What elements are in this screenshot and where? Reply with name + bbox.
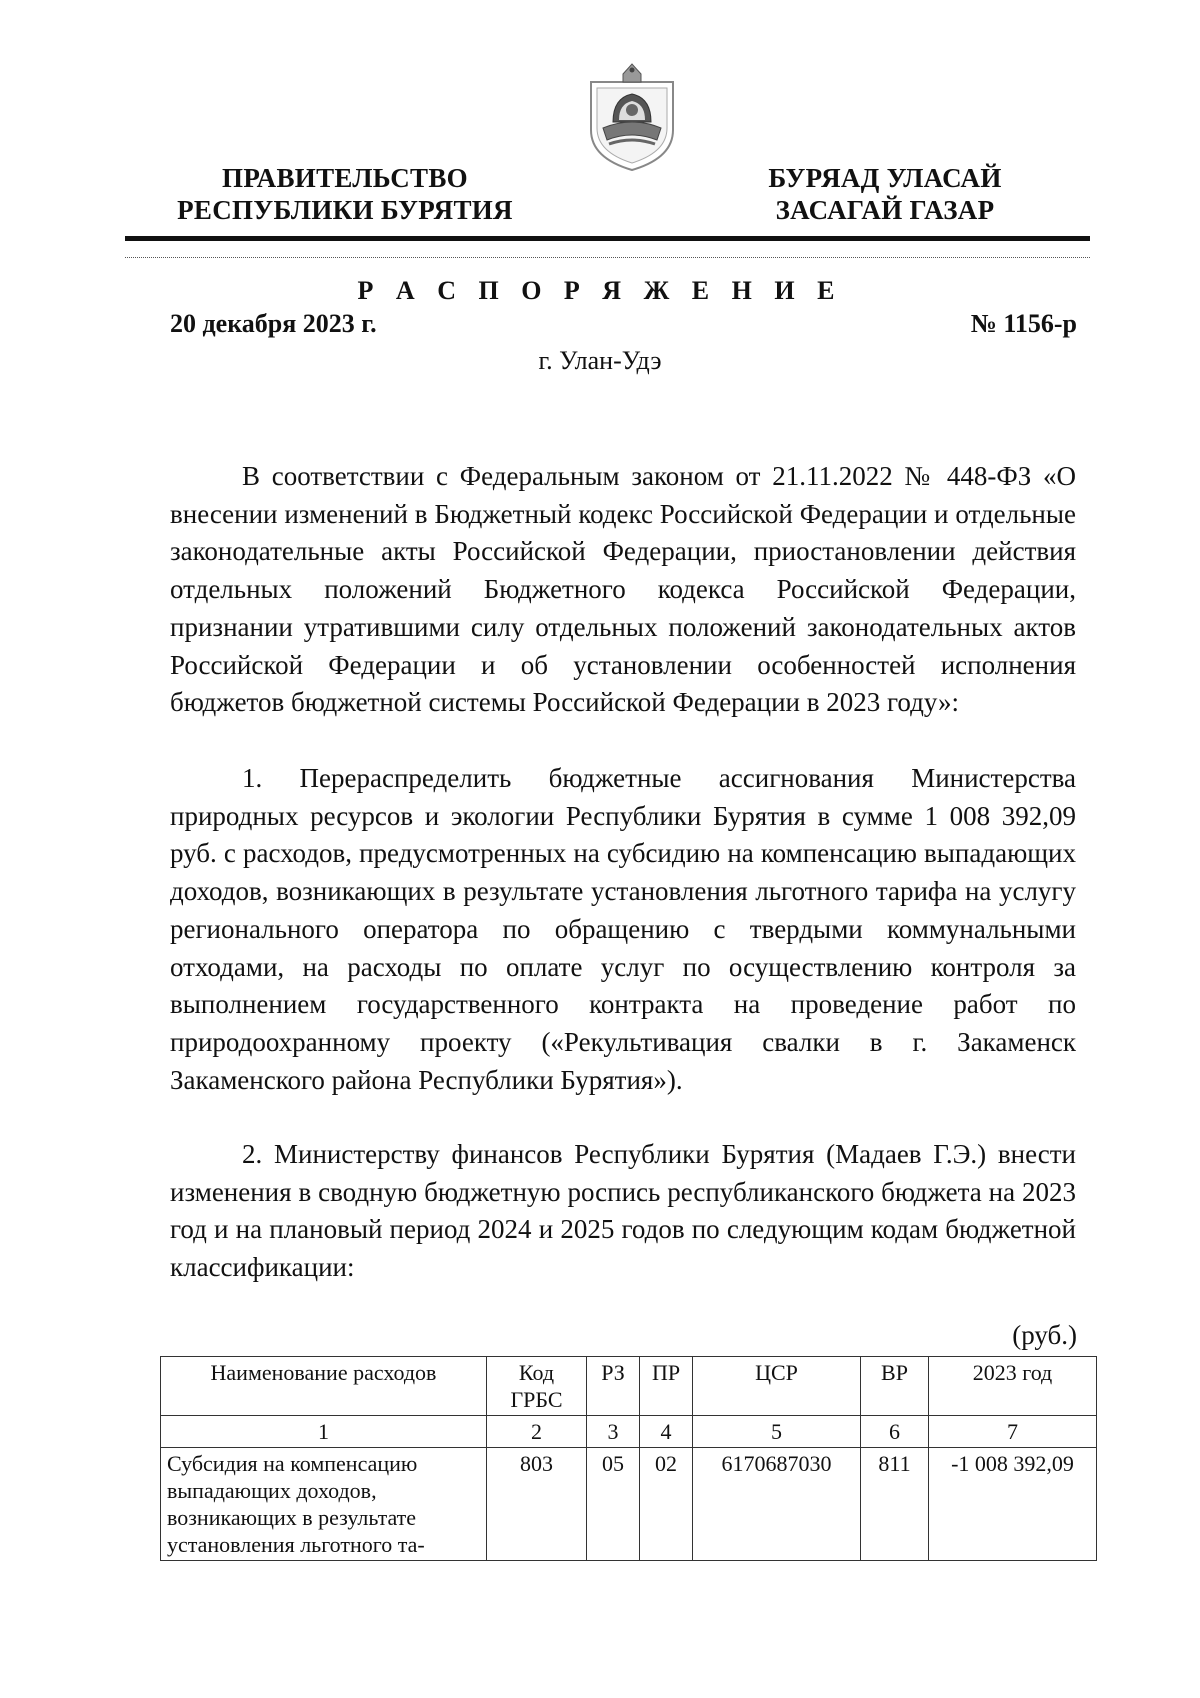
header-divider xyxy=(125,236,1090,241)
table-cell: 2 xyxy=(487,1416,587,1448)
table-number-row xyxy=(161,1416,1097,1448)
table-cell: 811 xyxy=(861,1448,929,1561)
table-header-row xyxy=(161,1357,1097,1416)
table-cell: 6 xyxy=(861,1416,929,1448)
table-header-cell: ПР xyxy=(640,1357,693,1416)
header-left-line1: ПРАВИТЕЛЬСТВО xyxy=(222,163,468,193)
clause-1-paragraph: 1. Перераспределить бюджетные ассигнования Министерства природных ресурсов и экологии Республики Бурятия в сумме 1 008 392,09 руб. с расходов, предусмотренных на субсидию на компенсацию выпадающих доходов, возникающих в результате установления льготного тарифа на услугу регионального оператора по обращению с твердыми коммунальными отходами, на расходы по оплате услуг по осуществлению контроля за выполнением государственного контракта на проведение работ по природоохранному проекту («Рекультивация свалки в г. Закаменск Закаменского района Республики Бурятия»). xyxy=(170,763,1076,1095)
table-header-cell: ВР xyxy=(861,1357,929,1416)
table-cell: 5 xyxy=(693,1416,861,1448)
table-cell: 4 xyxy=(640,1416,693,1448)
coat-of-arms-icon xyxy=(583,60,681,174)
document-date: 20 декабря 2023 г. xyxy=(170,309,377,338)
table-cell: 803 xyxy=(487,1448,587,1561)
table-cell: 05 xyxy=(587,1448,640,1561)
budget-classification-table xyxy=(160,1356,1097,1561)
clause-2-paragraph: 2. Министерству финансов Республики Бурятия (Мадаев Г.Э.) внести изменения в сводную бюджетную роспись республиканского бюджета на 2023 год и на плановый период 2024 и 2025 годов по следующим кодам бюджетной классификации: xyxy=(170,1139,1076,1283)
table-header-cell: Наименование расходов xyxy=(161,1357,487,1416)
header-right-line2: ЗАСАГАЙ ГАЗАР xyxy=(775,195,995,225)
table-header-cell: 2023 год xyxy=(929,1357,1097,1416)
header-divider-thin xyxy=(125,257,1090,258)
table-cell: 02 xyxy=(640,1448,693,1561)
government-name-russian xyxy=(160,162,530,226)
table-row xyxy=(161,1448,1097,1561)
document-number: № 1156-р xyxy=(970,309,1077,338)
table-cell: -1 008 392,09 xyxy=(929,1448,1097,1561)
header-right-line1: БУРЯАД УЛАСАЙ xyxy=(768,163,1002,193)
preamble-paragraph: В соответствии с Федеральным законом от 21.11.2022 № 448-ФЗ «О внесении изменений в Бюджетный кодекс Российской Федерации и отдельные законодательные акты Российской Федерации, приостановлении действия отдельных положений Бюджетного кодекса Российской Федерации, признании утратившими силу отдельных положений законодательных актов Российской Федерации и об установлении особенностей исполнения бюджетов бюджетной системы Российской Федерации в 2023 году»: xyxy=(170,461,1076,718)
table-cell: 6170687030 xyxy=(693,1448,861,1561)
currency-unit: (руб.) xyxy=(1012,1320,1077,1350)
header-left-line2: РЕСПУБЛИКИ БУРЯТИЯ xyxy=(177,195,513,225)
document-city: г. Улан-Удэ xyxy=(538,346,662,375)
table-header-cell: ЦСР xyxy=(693,1357,861,1416)
document-title: Р А С П О Р Я Ж Е Н И Е xyxy=(357,276,843,305)
table-cell: 7 xyxy=(929,1416,1097,1448)
table-cell: 3 xyxy=(587,1416,640,1448)
table-cell: 1 xyxy=(161,1416,487,1448)
table-header-cell: РЗ xyxy=(587,1357,640,1416)
table-cell-name: Субсидия на компенсацию выпадающих доходов, возникающих в результате установления льготного та- xyxy=(161,1448,487,1561)
government-name-buryat xyxy=(730,162,1040,226)
table-header-cell: Код ГРБС xyxy=(487,1357,587,1416)
